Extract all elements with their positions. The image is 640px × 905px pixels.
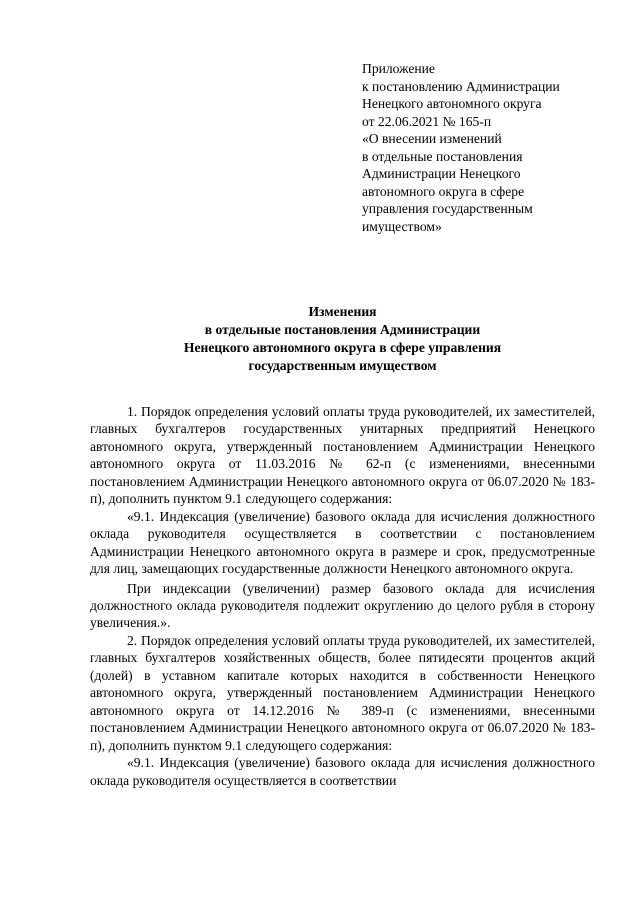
paragraph-quote-9-1-second: «9.1. Индексация (увеличение) базового оклада для исчисления должностного оклада руководителя осуществляется в соответствии [90, 755, 595, 788]
appendix-line: автономного округа в сфере [362, 183, 525, 199]
title-line: в отдельные постановления Администрации [204, 322, 481, 337]
appendix-line: к постановлению Администрации [362, 78, 560, 94]
paragraph-indexation-rounding: При индексации (увеличении) размер базового оклада для исчисления должностного оклада руководителя подлежит округлению до целого рубля в сторону увеличения.». [90, 580, 595, 631]
paragraph-item-1: 1. Порядок определения условий оплаты труда руководителей, их заместителей, главных бухгалтеров государственных унитарных предприятий Ненецкого автономного округа, утвержденный постановлением Администрации Ненецкого автономного округа от 11.03.2016 № 62-п (с изменениями, внесенными постановлением Администрации Ненецкого автономного округа от 06.07.2020 № 183-п), дополнить пунктом 9.1 следующего содержания: [90, 404, 595, 507]
title-line: Изменения [308, 304, 377, 319]
title-line: Ненецкого автономного округа в сфере управления [183, 340, 502, 355]
appendix-line: Ненецкого автономного округа [362, 96, 542, 111]
appendix-line: в отдельные постановления [362, 148, 523, 164]
document-title [90, 303, 595, 375]
paragraph-item-2: 2. Порядок определения условий оплаты труда руководителей, их заместителей, главных бухгалтеров хозяйственных обществ, более пятидесяти процентов акций (долей) в уставном капитале которых находится в собственности Ненецкого автономного округа, утвержденный постановлением Администрации Ненецкого автономного округа от 14.12.2016 № 389-п (с изменениями, внесенными постановлением Администрации Ненецкого автономного округа от 06.07.2020 № 183-п), дополнить пунктом 9.1 следующего содержания: [90, 632, 595, 753]
appendix-line: «О внесении изменений [362, 131, 502, 146]
title-line: государственным имуществом [248, 358, 437, 373]
document-body [90, 403, 595, 789]
appendix-line: управления государственным [362, 201, 533, 216]
appendix-block [362, 60, 612, 235]
appendix-line: Приложение [362, 61, 435, 76]
appendix-line: от 22.06.2021 № 165-п [362, 113, 492, 129]
appendix-line: Администрации Ненецкого [362, 166, 521, 181]
paragraph-quote-9-1: «9.1. Индексация (увеличение) базового оклада для исчисления должностного оклада руководителя осуществляется в соответствии с постановлением Администрации Ненецкого автономного округа в размере и срок, предусмотренные для лиц, замещающих государственные должности Ненецкого автономного округа. [90, 508, 595, 577]
appendix-line: имуществом» [362, 218, 442, 234]
